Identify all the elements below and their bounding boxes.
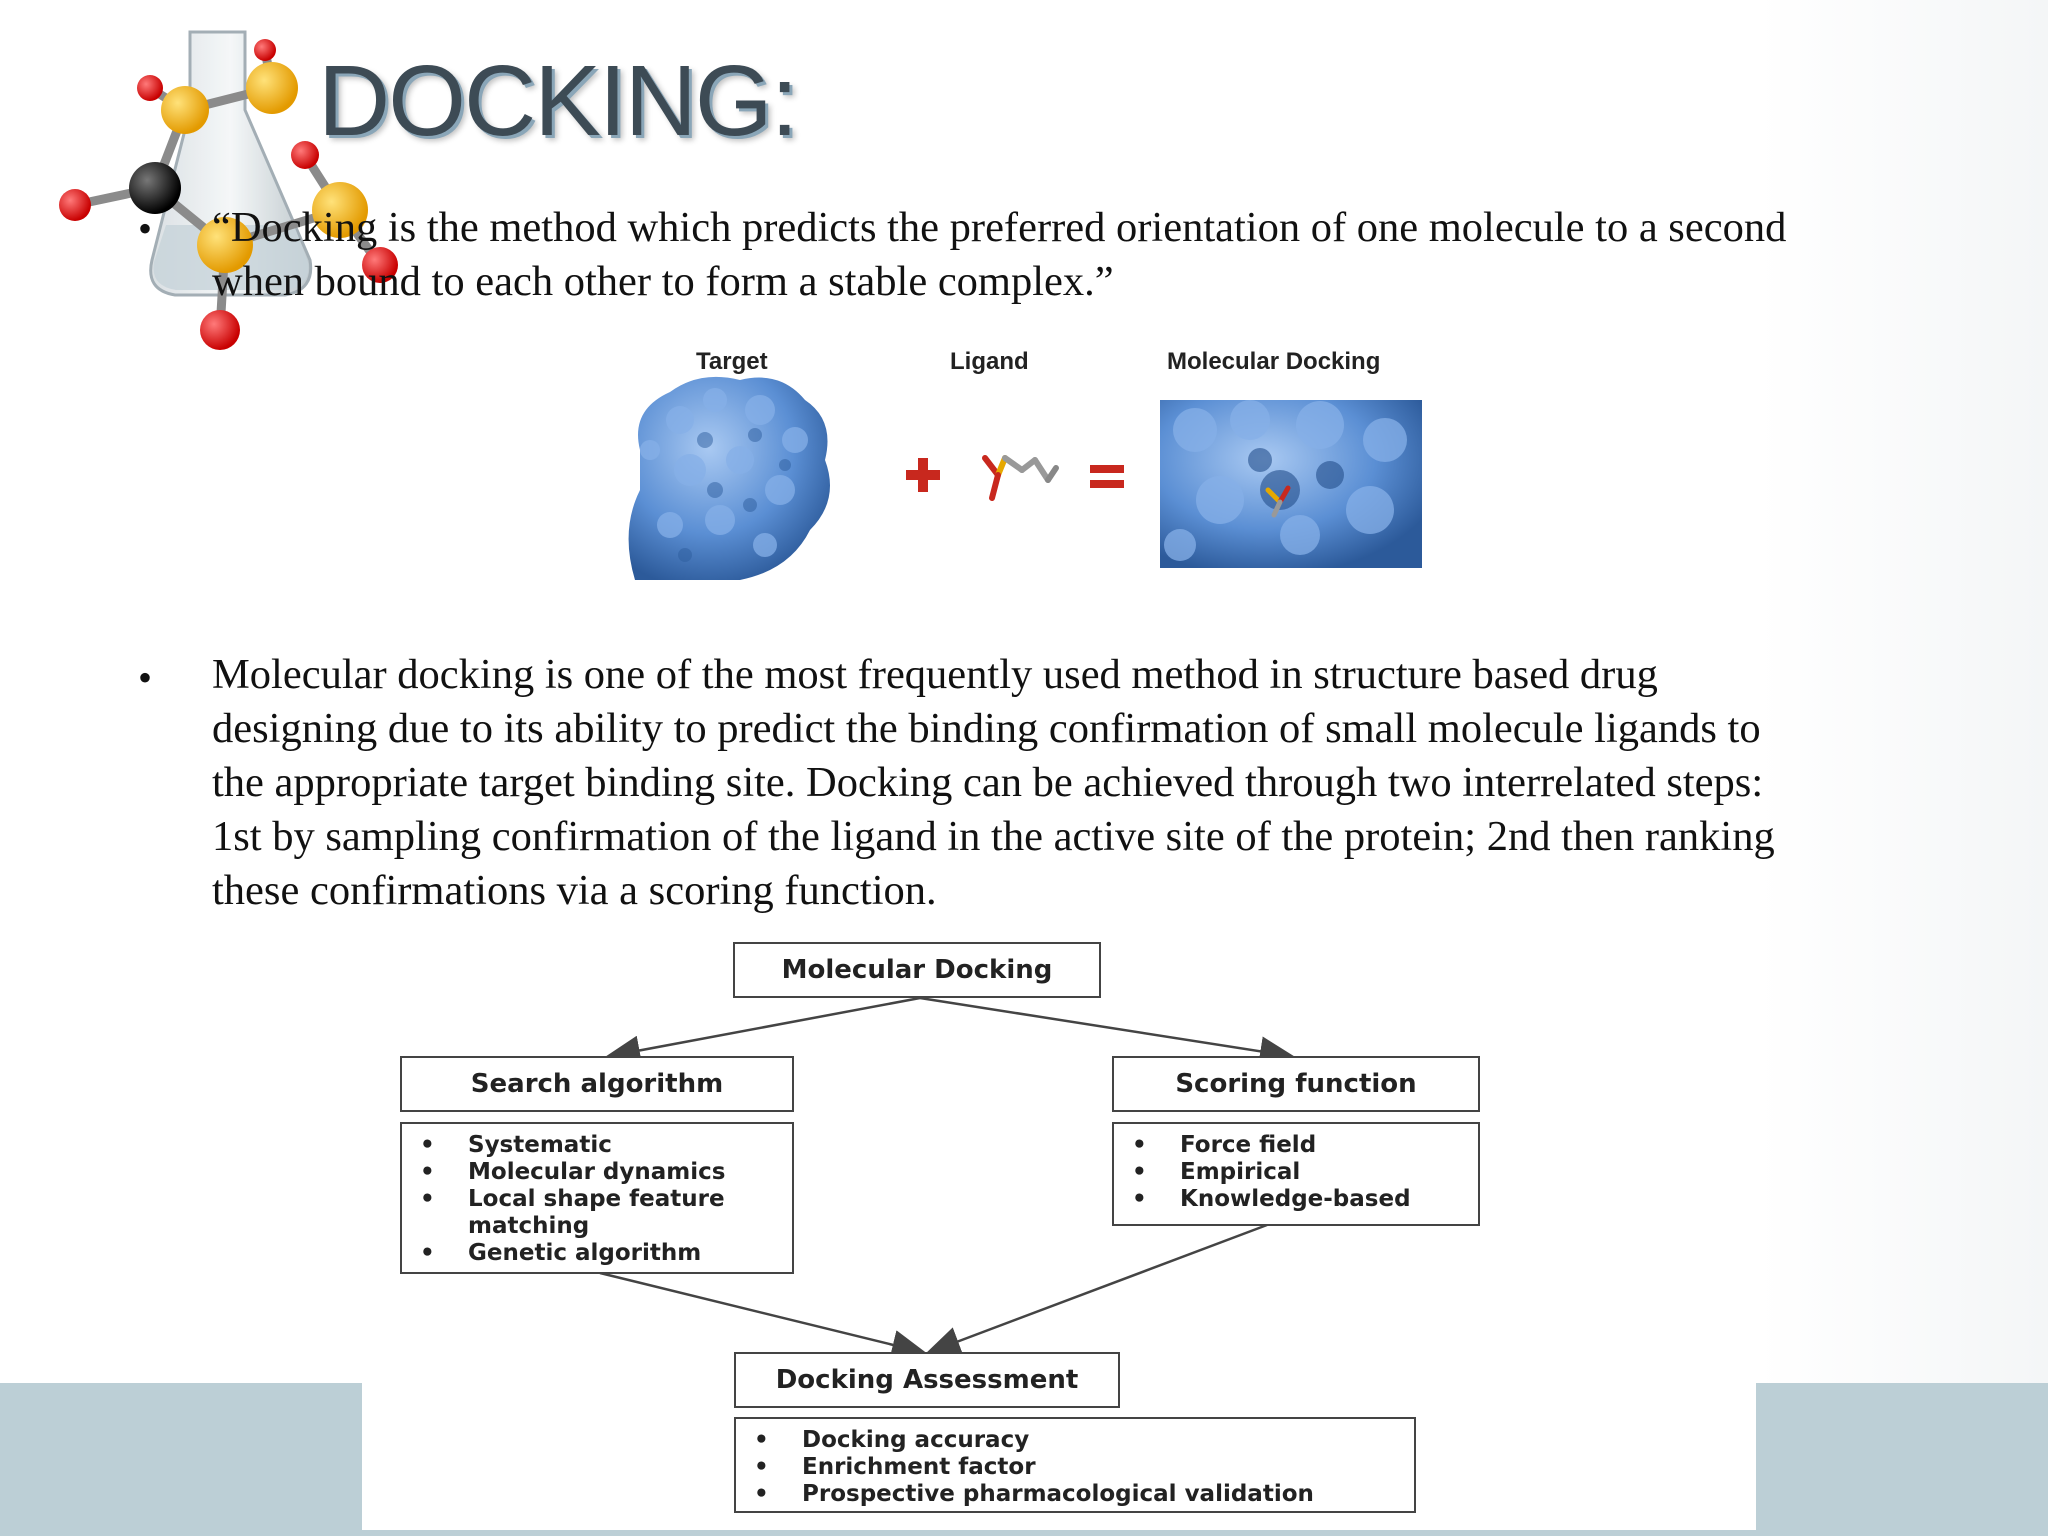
- list-item: • Knowledge-based: [1124, 1186, 1478, 1213]
- slide-title: DOCKING:: [318, 45, 797, 157]
- search-algorithm-list: [400, 1122, 794, 1274]
- search-algorithm-box: Search algorithm: [400, 1056, 794, 1112]
- equals-icon: [1090, 465, 1124, 488]
- docked-complex-icon: [1160, 400, 1422, 568]
- definition-text: “Docking is the method which predicts the preferred orientation of one molecule to a second when bound to each other to form a stable complex.”: [212, 204, 1787, 305]
- list-item: • Genetic algorithm: [412, 1240, 792, 1267]
- list-item: • Empirical: [1124, 1159, 1478, 1186]
- scoring-function-box: Scoring function: [1112, 1056, 1480, 1112]
- bullet-symbol: •: [138, 655, 153, 700]
- list-item: • Molecular dynamics: [412, 1159, 792, 1186]
- docking-flowchart: [362, 920, 1756, 1530]
- list-item: • Prospective pharmacological validation: [746, 1481, 1414, 1508]
- docking-illustration: [620, 330, 1440, 590]
- plus-icon: [906, 458, 940, 492]
- target-label: Target: [696, 348, 768, 375]
- list-item: • Enrichment factor: [746, 1454, 1414, 1481]
- list-item: • Force field: [1124, 1132, 1478, 1159]
- molecular-docking-box: Molecular Docking: [733, 942, 1101, 998]
- ligand-label: Ligand: [950, 348, 1029, 375]
- list-item: • Local shape feature matching: [412, 1186, 792, 1240]
- bullet-symbol: •: [138, 206, 153, 251]
- docking-assessment-list: [734, 1417, 1416, 1513]
- ligand-molecule-icon: [985, 458, 1056, 498]
- docking-graphic: [620, 330, 1440, 590]
- molecular-docking-paragraph: Molecular docking is one of the most frequently used method in structure based drug designing due to its ability to predict the binding confirmation of small molecule ligands to the appropriate target binding site. Docking can be achieved through two interrelated steps: 1st by sampling confirmation of the ligand in the active site of the protein; 2nd then ranking these confirmations via a scoring function.: [212, 651, 1775, 914]
- molecular-docking-label: Molecular Docking: [1167, 348, 1381, 375]
- list-item: • Docking accuracy: [746, 1427, 1414, 1454]
- scoring-function-list: [1112, 1122, 1480, 1226]
- list-item: • Systematic: [412, 1132, 792, 1159]
- target-protein-icon: [629, 377, 830, 580]
- docking-assessment-box: Docking Assessment: [734, 1352, 1120, 1408]
